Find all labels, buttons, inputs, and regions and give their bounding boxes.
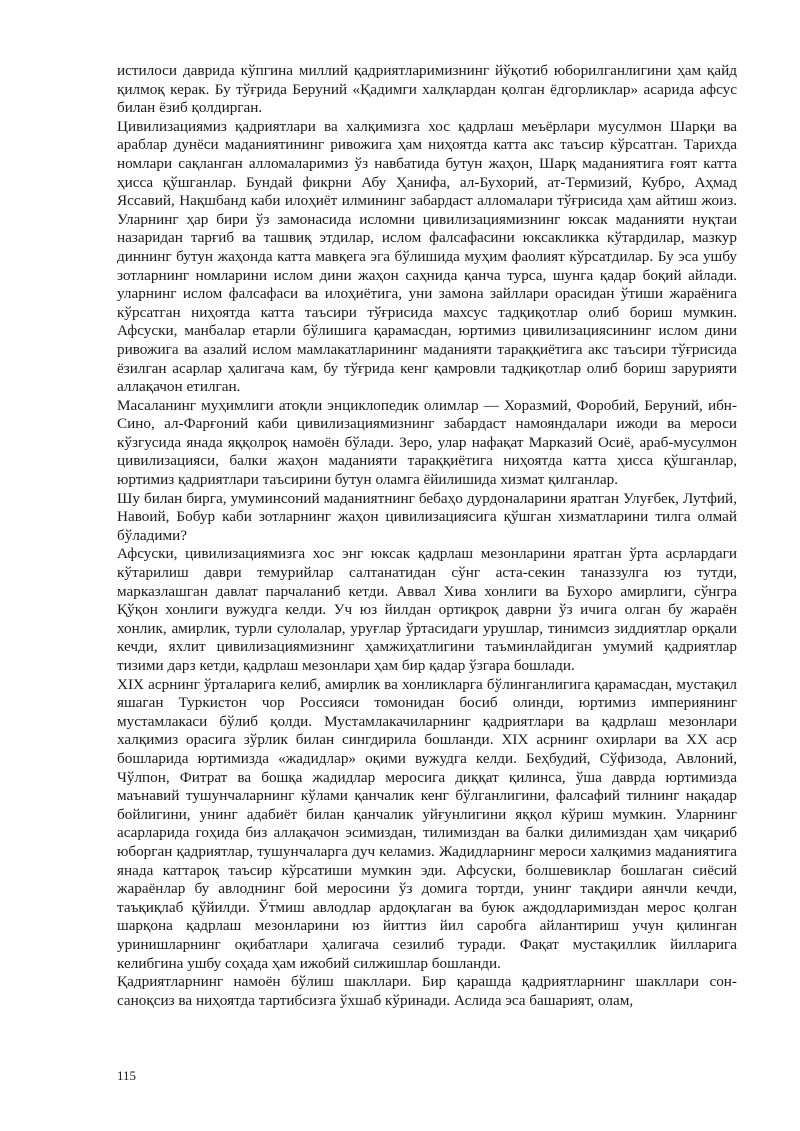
paragraph-5: Афсуски, цивилизациямизга хос энг юксак қадрлаш мезонларини яратган ўрта асрлардаги кўтарилиш даври темурийлар салтанатидан сўнг аста-секин таназзулга юз тутди, марказлашган давлат парчаланиб кетди. Аввал Хива хонлиги ва Бухоро амирлиги, сўнгра Қўқон хонлиги вужудга келди. Уч юз йилдан ортиқроқ даврни ўз ичига олган бу жараён хонлик, амирлик, турли сулолалар, уруғлар ўртасидаги урушлар, тинимсиз зиддиятлар орқали кечди, яхлит цивилизациямизнинг ҳамжиҳатлигини таъминлайдиган умумий қадриятлар тизими дарз кетди, қадрлаш мезонлари ҳам бир қадар ўзгара бошлади. — [117, 545, 737, 674]
paragraph-2: Цивилизациямиз қадриятлари ва халқимизга хос қадрлаш меъёрлари мусулмон Шарқи ва араблар дунёси маданиятининг ривожига ҳам ниҳоятда катта акс таъсир кўрсатган. Тарихда номлари сақланган алломаларимиз ўз навбатида бутун жаҳон, Шарқ маданиятига ғоят катта ҳисса қўшганлар. Бундай фикрни Абу Ҳанифа, ал-Бухорий, ат-Термизий, Кубро, Аҳмад Яссавий, Нақшбанд каби илоҳиёт илмининг забардаст алломалари тўғрисида ҳам айтиш жоиз. Уларнинг ҳар бири ўз замонасида исломни цивилизациямизнинг юксак маданияти нуқтаи назаридан тарғиб ва ташвиқ этдилар, ислом фалсафасини юксакликка кўтардилар, мазкур диннинг бутун жаҳонда катта мавқега эга бўлишида муҳим фаолият кўрсатдилар. Бу эса ушбу зотларнинг номларини ислом дини жаҳон саҳнида қанча турса, шунга қадар боқий айлади. уларнинг ислом фалсафаси ва илоҳиётига, уни замона зайллари орасидан ўтиши жараёнига кўрсатган ниҳоятда катта таъсири тўғрисида махсус тадқиқотлар олиб бориш мумкин. Афсуски, манбалар етарли бўлишига қарамасдан, юртимиз цивилизациясининг ислом дини ривожига ва азалий ислом мамлакатларининг маданияти тараққиётига акс таъсири тўғрисида ёзилган асарлар ҳалигача кам, бу тўғрида кенг қамровли тадқиқотлар олиб бориш зарурияти аллақачон етилган. — [117, 117, 737, 396]
page-number: 115 — [117, 1068, 137, 1083]
page-body — [117, 62, 737, 1010]
paragraph-4: Шу билан бирга, умуминсоний маданиятнинг бебаҳо дурдоналарини яратган Улуғбек, Лутфий, Навоий, Бобур каби зотларнинг жаҳон цивилизациясига қўшган хизматларини тилга олмай бўладими? — [117, 489, 737, 544]
paragraph-6: XIX асрнинг ўрталарига келиб, амирлик ва хонликларга бўлинганлигига қарамасдан, мустақил яшаган Туркистон чор Россияси томонидан босиб олинди, юртимиз империянинг мустамлакаси бўлиб қолди. Мустамлакачиларнинг қадриятлари ва қадрлаш мезонлари халқимиз орасига зўрлик билан сингдирила бошланди. XIX асрнинг охирлари ва XX аср бошларида юртимизда «жадидлар» оқими вужудга келди. Беҳбудий, Сўфизода, Авлоний, Чўлпон, Фитрат ва бошқа жадидлар меросига диққат қилинса, ўша даврда юртимизда маънавий тушунчаларнинг кўлами қанчалик кенг бўлганлигини, фалсафий тилнинг нақадар бойлигини, унинг адабиёт билан қанчалик уйғунлигини яққол кўриш мумкин. Уларнинг асарларида гоҳида биз аллақачон эсимиздан, тилимиздан ва балки дилимиздан ҳам чиқариб юборган қадриятлар, тушунчаларга дуч келамиз. Жадидларнинг мероси халқимиз маданиятига янада каттароқ таъсир кўрсатиши мумкин эди. Афсуски, болшевиклар бошлаган сиёсий жараёнлар бу авлоднинг бой меросини ўз домига тортди, унинг тақдири аянчли кечди, таъқиқлаб қўйилди. Ўтмиш авлодлар ардоқлаган ва буюк аждодларимиздан мерос қолган шарқона қадрлаш мезонларини юз йиттиз йил саробга айлантириш учун қилинган уринишларнинг оқибатлари ҳалигача сезилиб туради. Фақат мустақиллик йилларига келибгина ушбу соҳада ҳам ижобий силжишлар бошланди. — [117, 675, 737, 972]
paragraph-3: Масаланинг муҳимлиги атоқли энциклопедик олимлар — Хоразмий, Форобий, Беруний, ибн-Сино, ал-Фарғоний каби цивилизациямизнинг забардаст намояндалари ижоди ва мероси кўзгусида янада яққолроқ намоён бўлади. Зеро, улар нафақат Марказий Осиё, араб-мусулмон цивилизацияси, балки жаҳон маданияти тараққиётига ниҳоятда катта ҳисса қўшганлар, юртимиз қадриятлари таъсирини бутун оламга ёйилишида хизмат қилганлар. — [117, 396, 737, 489]
paragraph-1: истилоси даврида кўпгина миллий қадриятларимизнинг йўқотиб юборилганлигини ҳам қайд қилмоқ керак. Бу тўғрида Беруний «Қадимги халқлардан қолган ёдгорликлар» асарида афсус билан ёзиб қолдирган. — [117, 62, 737, 117]
paragraph-7: Қадриятларнинг намоён бўлиш шакллари. Бир қарашда қадриятларнинг шакллари сон-саноқсиз ва ниҳоятда тартибсизга ўхшаб кўринади. Аслида эса башарият, олам, — [117, 973, 737, 1009]
